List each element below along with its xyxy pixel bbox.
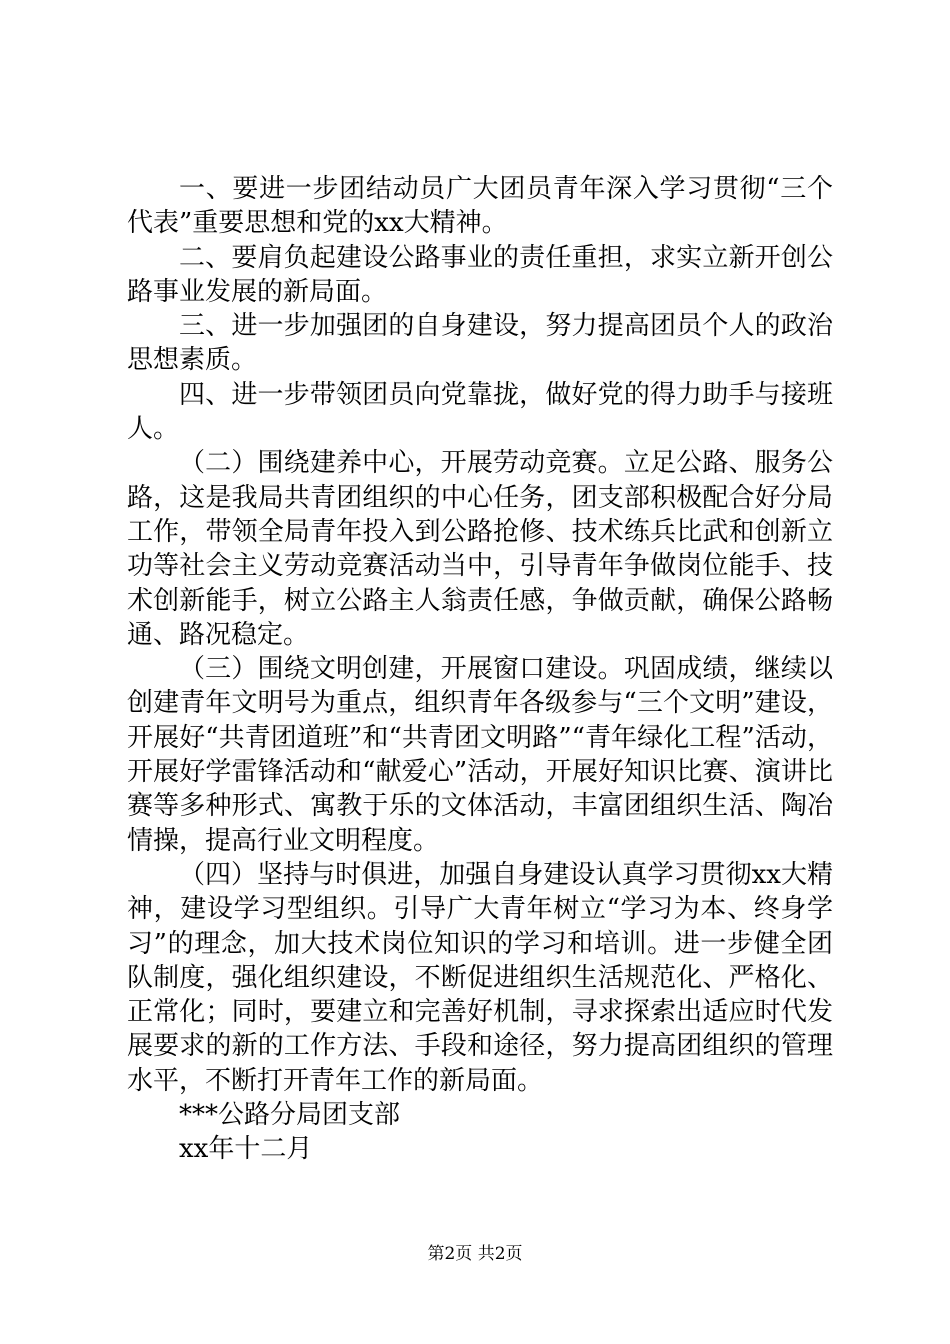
paragraph-7: （四）坚持与时俱进，加强自身建设认真学习贯彻xx大精神，建设学习型组织。引导广大青年树立“学习为本、终身学习”的理念，加大技术岗位知识的学习和培训。进一步健全团队制度，强化组织建设，不断促进组织生活规范化、严格化、正常化；同时，要建立和完善好机制，寻求探索出适应时代发展要求的新的工作方法、手段和途径，努力提高团组织的管理水平，不断打开青年工作的新局面。: [127, 859, 833, 1096]
page-number-footer: 第2页 共2页: [427, 1244, 523, 1264]
signature-date: xx年十二月: [179, 1134, 313, 1165]
paragraph-6: （三）围绕文明创建，开展窗口建设。巩固成绩，继续以创建青年文明号为重点，组织青年各级参与“三个文明”建设，开展好“共青团道班”和“共青团文明路”“青年绿化工程”活动，开展好学雷锋活动和“献爱心”活动，开展好知识比赛、演讲比赛等多种形式、寓教于乐的文体活动，丰富团组织生活、陶冶情操，提高行业文明程度。: [127, 654, 833, 856]
signature-organization: ***公路分局团支部: [179, 1100, 401, 1131]
paragraph-1: 一、要进一步团结动员广大团员青年深入学习贯彻“三个代表”重要思想和党的xx大精神。: [127, 174, 833, 239]
paragraph-2: 二、要肩负起建设公路事业的责任重担，求实立新开创公路事业发展的新局面。: [127, 242, 833, 307]
paragraph-4: 四、进一步带领团员向党靠拢，做好党的得力助手与接班人。: [127, 379, 833, 445]
document-body: [127, 172, 833, 1167]
paragraph-5: （二）围绕建养中心，开展劳动竞赛。立足公路、服务公路，这是我局共青团组织的中心任务，团支部积极配合好分局工作，带领全局青年投入到公路抢修、技术练兵比武和创新立功等社会主义劳动竞赛活动当中，引导青年争做岗位能手、技术创新能手，树立公路主人翁责任感，争做贡献，确保公路畅通、路况稳定。: [127, 448, 833, 650]
paragraph-3: 三、进一步加强团的自身建设，努力提高团员个人的政治思想素质。: [127, 311, 833, 376]
